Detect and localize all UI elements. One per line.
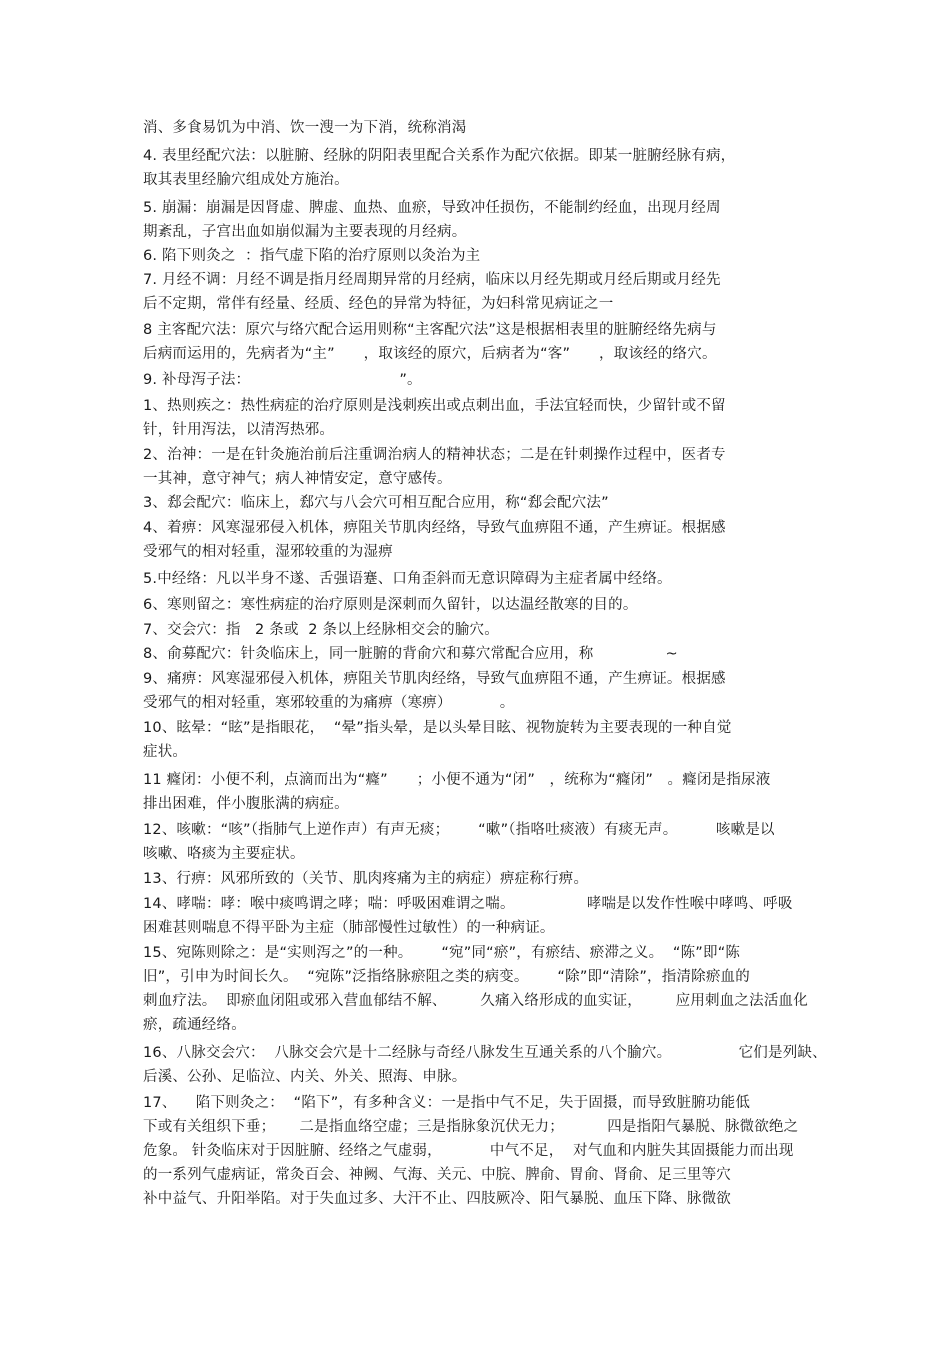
text-line: 8、俞募配穴：针灸临床上，同一脏腑的背俞穴和募穴常配合应用，称 ~ — [143, 646, 678, 662]
entry-wanchen-zechu — [143, 941, 823, 1037]
entry-kesou — [143, 818, 823, 866]
text-line: 后不定期，常伴有经量、经质、经色的异常为特征，为妇科常见病证之一 — [143, 296, 614, 312]
text-line: 6、寒则留之：寒性病症的治疗原则是深刺而久留针，以达温经散寒的目的。 — [143, 597, 638, 613]
text-line: 补中益气、升阳举陷。对于失血过多、大汗不止、四肢厥冷、阳气暴脱、血压下降、脉微欲 — [143, 1191, 731, 1207]
entry-longbi — [143, 768, 823, 816]
text-line: 3、郄会配穴：临床上，郄穴与八会穴可相互配合应用，称“郄会配穴法” — [143, 495, 609, 511]
text-line: 4. 表里经配穴法：以脏腑、经脉的阴阳表里配合关系作为配穴依据。即某一脏腑经脉有病， — [143, 148, 736, 164]
entry-xiaoke — [143, 116, 823, 140]
text-line: 9. 补母泻子法： ”。 — [143, 372, 422, 388]
text-line: 排出困难，伴小腹胀满的病症。 — [143, 796, 349, 812]
text-line: 刺血疗法。 即瘀血闭阻或邪入营血郁结不解、 久痛入络形成的血实证， 应用刺血之法活血化 — [143, 993, 808, 1009]
text-line: 7. 月经不调：月经不调是指月经周期异常的月经病，临床以月经先期或月经后期或月经先 — [143, 272, 721, 288]
text-line: 5.中经络：凡以半身不遂、舌强语蹇、口角歪斜而无意识障碍为主症者属中经络。 — [143, 571, 672, 587]
text-line: 12、咳嗽：“咳”（指肺气上逆作声）有声无痰； “嗽”（指咯吐痰液）有痰无声。 咳嗽是以 — [143, 822, 775, 838]
text-line: 6. 陷下则灸之 ：指气虚下陷的治疗原则以灸治为主 — [143, 248, 481, 264]
entry-bumu-xiezi — [143, 368, 823, 392]
text-line: 消、多食易饥为中消、饮一溲一为下消，统称消渴 — [143, 120, 467, 136]
entry-xuanyun — [143, 716, 823, 764]
entry-xianxia-jiuzhi-detail — [143, 1091, 823, 1211]
entry-zhuobi — [143, 516, 823, 564]
text-line: 症状。 — [143, 744, 188, 760]
text-line: 5. 崩漏：崩漏是因肾虚、脾虚、血热、血瘀，导致冲任损伤，不能制约经血，出现月经周 — [143, 200, 721, 216]
text-line: 的一系列气虚病证，常灸百会、神阙、气海、关元、中脘、脾俞、胃俞、肾俞、足三里等穴 — [143, 1167, 731, 1183]
text-line: 一其神，意守神气；病人神情安定，意守感传。 — [143, 471, 452, 487]
text-line: 受邪气的相对轻重，湿邪较重的为湿痹 — [143, 544, 393, 560]
text-line: 困难甚则喘息不得平卧为主症（肺部慢性过敏性）的一种病证。 — [143, 920, 555, 936]
text-line: 17、 陷下则灸之： “陷下”，有多种含义：一是指中气不足，失于固摄，而导致脏腑功能低 — [143, 1095, 751, 1111]
text-line: 2、治神：一是在针灸施治前后注重调治病人的精神状态；二是在针刺操作过程中，医者专 — [143, 447, 726, 463]
entry-xiaochuan — [143, 892, 823, 940]
text-line: 后溪、公孙、足临泣、内关、外关、照海、申脉。 — [143, 1069, 467, 1085]
entry-biaoli-peixue — [143, 144, 823, 192]
entry-shumu-peixue — [143, 642, 823, 666]
text-line: 13、行痹：风邪所致的（关节、肌肉疼痛为主的病症）痹症称行痹。 — [143, 871, 589, 887]
entry-xingbi — [143, 867, 823, 891]
text-line: 15、宛陈则除之：是“实则泻之”的一种。 “宛”同“瘀”，有瘀结、瘀滞之义。 “陈”即“陈 — [143, 945, 741, 961]
entry-zhishen — [143, 443, 823, 491]
entry-tongbi — [143, 667, 823, 715]
entry-yuejing-butiao — [143, 268, 823, 316]
entry-zhuke-peixue — [143, 318, 823, 366]
text-line: 旧”，引申为时间长久。 “宛陈”泛指络脉瘀阻之类的病变。 “除”即“清除”，指清除瘀血的 — [143, 969, 750, 985]
text-line: 11 癃闭：小便不利，点滴而出为“癃” ；小便不通为“闭” ，统称为“癃闭” 。癃闭是指尿液 — [143, 772, 771, 788]
entry-jiaohuixue — [143, 618, 823, 642]
text-line: 9、痛痹：风寒湿邪侵入机体，痹阻关节肌肉经络，导致气血痹阻不通，产生痹证。根据感 — [143, 671, 726, 687]
entry-bamai-jiaohuixue — [143, 1041, 827, 1089]
text-line: 取其表里经腧穴组成处方施治。 — [143, 172, 349, 188]
entry-hanze-liuzhi — [143, 593, 823, 617]
text-line: 下或有关组织下垂； 二是指血络空虚；三是指脉象沉伏无力； 四是指阳气暴脱、脉微欲绝之 — [143, 1119, 799, 1135]
entry-zhongjingluo — [143, 567, 823, 591]
entry-xianxia-jiuzhi — [143, 244, 823, 268]
text-line: 7、交会穴：指 2 条或 2 条以上经脉相交会的腧穴。 — [143, 622, 499, 638]
text-line: 4、着痹：风寒湿邪侵入机体，痹阻关节肌肉经络，导致气血痹阻不通，产生痹证。根据感 — [143, 520, 726, 536]
text-line: 危象。 针灸临床对于因脏腑、经络之气虚弱， 中气不足， 对气血和内脏失其固摄能力而出现 — [143, 1143, 794, 1159]
entry-reze-jizhi — [143, 394, 823, 442]
text-line: 8 主客配穴法：原穴与络穴配合运用则称“主客配穴法”这是根据相表里的脏腑经络先病与 — [143, 322, 717, 338]
text-line: 受邪气的相对轻重，寒邪较重的为痛痹（寒痹） 。 — [143, 695, 515, 711]
text-line: 16、八脉交会穴： 八脉交会穴是十二经脉与奇经八脉发生互通关系的八个腧穴。 它们是列缺、 — [143, 1045, 827, 1061]
text-line: 咳嗽、咯痰为主要症状。 — [143, 846, 305, 862]
text-line: 14、哮喘：哮：喉中痰鸣谓之哮；喘：呼吸困难谓之喘。 哮喘是以发作性喉中哮鸣、呼吸 — [143, 896, 793, 912]
text-line: 瘀，疏通经络。 — [143, 1017, 246, 1033]
text-line: 1、热则疾之：热性病症的治疗原则是浅刺疾出或点刺出血，手法宜轻而快，少留针或不留 — [143, 398, 726, 414]
text-line: 针，针用泻法，以清泻热邪。 — [143, 422, 335, 438]
text-line: 期紊乱，子宫出血如崩似漏为主要表现的月经病。 — [143, 224, 467, 240]
text-line: 后病而运用的，先病者为“主” ，取该经的原穴，后病者为“客” ，取该经的络穴。 — [143, 346, 717, 362]
entry-benglou — [143, 196, 823, 244]
text-line: 10、眩晕：“眩”是指眼花， “晕”指头晕，是以头晕目眩、视物旋转为主要表现的一种自觉 — [143, 720, 732, 736]
entry-xihui-peixue — [143, 491, 823, 515]
